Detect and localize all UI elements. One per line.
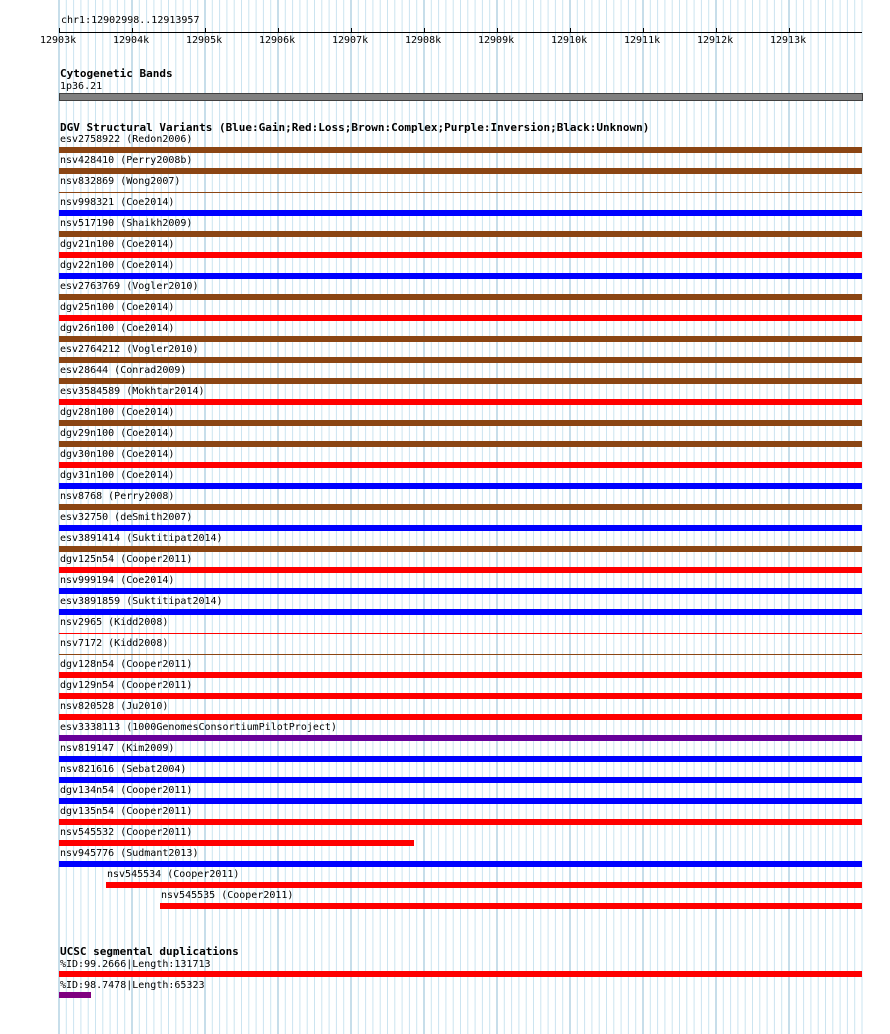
dgv-feature-label[interactable]: dgv30n100 (Coe2014) (60, 449, 175, 460)
dgv-feature-label[interactable]: dgv128n54 (Cooper2011) (60, 659, 193, 670)
dgv-feature-bar[interactable] (59, 633, 862, 634)
ruler-tick (351, 28, 352, 33)
ruler-tick (570, 28, 571, 33)
dgv-feature-label[interactable]: nsv517190 (Shaikh2009) (60, 218, 193, 229)
dgv-feature-label[interactable]: nsv545532 (Cooper2011) (60, 827, 193, 838)
ruler-tick (643, 28, 644, 33)
dgv-feature-bar[interactable] (59, 588, 862, 594)
cytoband-bar[interactable] (59, 93, 863, 101)
dgv-feature-bar[interactable] (59, 777, 862, 783)
dgv-feature-label[interactable]: dgv125n54 (Cooper2011) (60, 554, 193, 565)
ruler-tick-label: 12903k (40, 35, 77, 46)
ruler-tick-label: 12905k (186, 35, 223, 46)
dgv-feature-label[interactable]: nsv821616 (Sebat2004) (60, 764, 187, 775)
dgv-feature-label[interactable]: dgv22n100 (Coe2014) (60, 260, 175, 271)
dgv-feature-label[interactable]: nsv428410 (Perry2008b) (60, 155, 193, 166)
dgv-feature-bar[interactable] (59, 399, 862, 405)
location-label: chr1:12902998..12913957 (61, 15, 200, 26)
dgv-feature-label[interactable]: nsv545534 (Cooper2011) (107, 869, 240, 880)
dgv-feature-bar[interactable] (59, 672, 862, 678)
segdup-track-title: UCSC segmental duplications (60, 945, 239, 958)
ruler-tick (497, 28, 498, 33)
dgv-feature-label[interactable]: dgv25n100 (Coe2014) (60, 302, 175, 313)
dgv-feature-bar[interactable] (59, 693, 862, 699)
ruler-tick (716, 28, 717, 33)
dgv-feature-label[interactable]: nsv2965 (Kidd2008) (60, 617, 169, 628)
ruler-axis-line (59, 32, 862, 33)
dgv-feature-bar[interactable] (59, 504, 862, 510)
dgv-feature-bar[interactable] (59, 420, 862, 426)
dgv-feature-bar[interactable] (59, 336, 862, 342)
dgv-feature-bar[interactable] (59, 609, 862, 615)
ruler-tick-label: 12904k (113, 35, 150, 46)
dgv-feature-bar[interactable] (59, 714, 862, 720)
segdup-feature-bar[interactable] (59, 971, 862, 977)
dgv-feature-label[interactable]: dgv31n100 (Coe2014) (60, 470, 175, 481)
ruler-tick-label: 12909k (478, 35, 515, 46)
dgv-feature-label[interactable]: esv2758922 (Redon2006) (60, 134, 193, 145)
dgv-track-title: DGV Structural Variants (Blue:Gain;Red:Loss;Brown:Complex;Purple:Inversion;Black:Unknown) (60, 121, 650, 134)
dgv-feature-bar[interactable] (106, 882, 862, 888)
dgv-feature-label[interactable]: nsv8768 (Perry2008) (60, 491, 175, 502)
dgv-feature-bar[interactable] (59, 735, 862, 741)
dgv-feature-bar[interactable] (59, 231, 862, 237)
ruler-tick (789, 28, 790, 33)
dgv-feature-bar[interactable] (59, 168, 862, 174)
dgv-feature-bar[interactable] (59, 357, 862, 363)
dgv-feature-label[interactable]: dgv26n100 (Coe2014) (60, 323, 175, 334)
segdup-feature-bar[interactable] (59, 992, 91, 998)
ruler-tick-label: 12910k (551, 35, 588, 46)
dgv-feature-label[interactable]: dgv28n100 (Coe2014) (60, 407, 175, 418)
dgv-feature-label[interactable]: nsv832869 (Wong2007) (60, 176, 181, 187)
cytoband-track-title: Cytogenetic Bands (60, 67, 173, 80)
dgv-feature-label[interactable]: dgv29n100 (Coe2014) (60, 428, 175, 439)
dgv-feature-label[interactable]: nsv545535 (Cooper2011) (161, 890, 294, 901)
dgv-feature-label[interactable]: esv3891414 (Suktitipat2014) (60, 533, 223, 544)
dgv-feature-bar[interactable] (59, 840, 414, 846)
dgv-feature-bar[interactable] (59, 192, 862, 193)
ruler-tick (59, 28, 60, 33)
dgv-feature-bar[interactable] (59, 546, 862, 552)
dgv-feature-bar[interactable] (59, 273, 862, 279)
dgv-feature-label[interactable]: nsv945776 (Sudmant2013) (60, 848, 199, 859)
dgv-feature-bar[interactable] (59, 462, 862, 468)
dgv-feature-label[interactable]: dgv129n54 (Cooper2011) (60, 680, 193, 691)
ruler-tick (424, 28, 425, 33)
ruler-tick-label: 12911k (624, 35, 661, 46)
dgv-feature-bar[interactable] (59, 252, 862, 258)
ruler-tick (132, 28, 133, 33)
dgv-feature-label[interactable]: dgv135n54 (Cooper2011) (60, 806, 193, 817)
dgv-feature-bar[interactable] (59, 210, 862, 216)
dgv-feature-bar[interactable] (59, 525, 862, 531)
ruler-tick-label: 12912k (697, 35, 734, 46)
ruler-tick-label: 12907k (332, 35, 369, 46)
dgv-feature-bar[interactable] (59, 315, 862, 321)
dgv-feature-bar[interactable] (59, 441, 862, 447)
dgv-feature-label[interactable]: nsv819147 (Kim2009) (60, 743, 175, 754)
dgv-feature-bar[interactable] (59, 861, 862, 867)
dgv-feature-label[interactable]: esv28644 (Conrad2009) (60, 365, 187, 376)
dgv-feature-label[interactable]: esv3338113 (1000GenomesConsortiumPilotProject) (60, 722, 337, 733)
dgv-feature-label[interactable]: nsv820528 (Ju2010) (60, 701, 169, 712)
dgv-feature-label[interactable]: nsv998321 (Coe2014) (60, 197, 175, 208)
segdup-feature-label[interactable]: %ID:99.2666|Length:131713 (60, 959, 211, 970)
dgv-feature-label[interactable]: esv3891859 (Suktitipat2014) (60, 596, 223, 607)
ruler-tick (205, 28, 206, 33)
dgv-feature-bar[interactable] (59, 483, 862, 489)
cytoband-label[interactable]: 1p36.21 (60, 81, 103, 92)
dgv-feature-bar[interactable] (59, 756, 862, 762)
segdup-feature-label[interactable]: %ID:98.7478|Length:65323 (60, 980, 205, 991)
dgv-feature-label[interactable]: nsv7172 (Kidd2008) (60, 638, 169, 649)
dgv-feature-label[interactable]: dgv134n54 (Cooper2011) (60, 785, 193, 796)
ruler-tick-label: 12906k (259, 35, 296, 46)
dgv-feature-bar[interactable] (59, 819, 862, 825)
dgv-feature-label[interactable]: esv2764212 (Vogler2010) (60, 344, 199, 355)
dgv-feature-bar[interactable] (59, 654, 862, 655)
dgv-feature-bar[interactable] (59, 147, 862, 153)
dgv-feature-bar[interactable] (59, 798, 862, 804)
dgv-feature-bar[interactable] (59, 294, 862, 300)
dgv-feature-label[interactable]: esv2763769 (Vogler2010) (60, 281, 199, 292)
dgv-feature-label[interactable]: esv32750 (deSmith2007) (60, 512, 193, 523)
dgv-feature-bar[interactable] (160, 903, 862, 909)
dgv-feature-label[interactable]: dgv21n100 (Coe2014) (60, 239, 175, 250)
dgv-feature-label[interactable]: esv3584589 (Mokhtar2014) (60, 386, 205, 397)
dgv-feature-bar[interactable] (59, 567, 862, 573)
dgv-feature-label[interactable]: nsv999194 (Coe2014) (60, 575, 175, 586)
ruler-tick-label: 12913k (770, 35, 807, 46)
dgv-feature-bar[interactable] (59, 378, 862, 384)
ruler-tick-label: 12908k (405, 35, 442, 46)
ruler-tick (278, 28, 279, 33)
